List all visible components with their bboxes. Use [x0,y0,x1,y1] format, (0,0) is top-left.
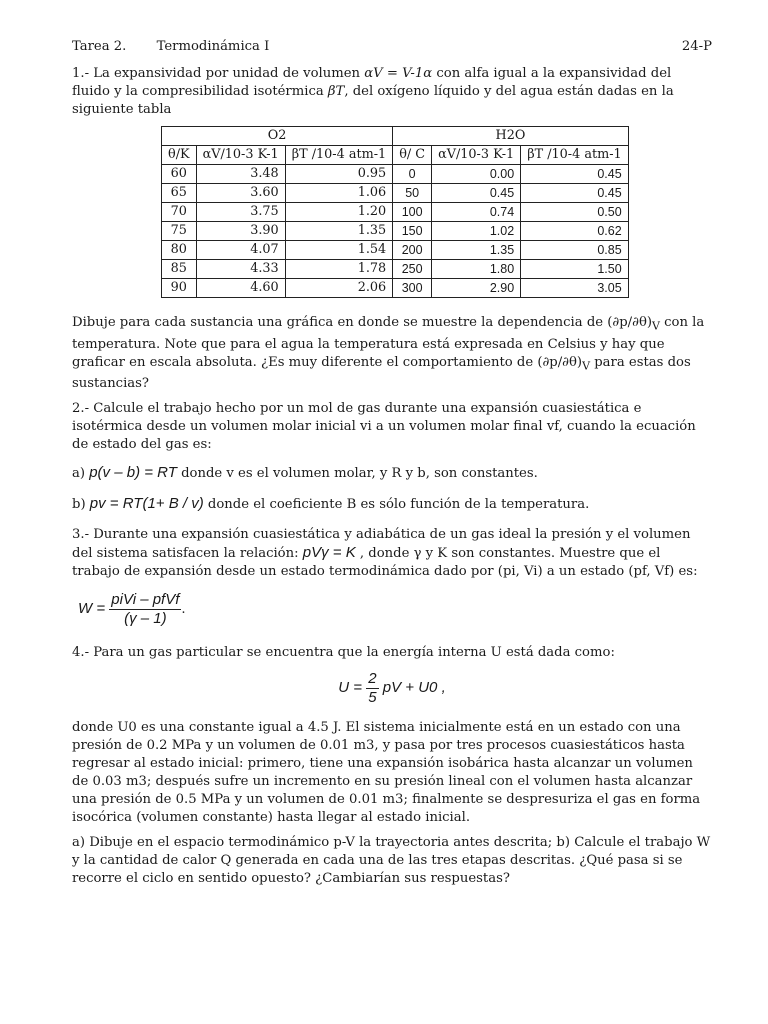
table-cell: 4.60 [196,279,285,298]
table-cell: 3.48 [196,165,285,184]
table-cell: 250 [393,260,432,279]
column-header: αV/10-3 K-1 [196,146,285,165]
table-cell: 3.60 [196,184,285,203]
table-row [162,203,629,222]
equation-a: p(v – b) = RT [89,464,177,482]
column-header: θ/K [162,146,197,165]
table-cell: 90 [162,279,197,298]
table-cell: 0.74 [432,203,521,222]
data-table [161,126,629,298]
column-header: βT /10-4 atm-1 [285,146,393,165]
problem-1-intro: 1.- La expansividad por unidad de volumen αV = V-1α con alfa igual a la expansividad del fluido y la compresibilidad isotérmica βT, del oxígeno líquido y del agua están dadas en la siguiente tabla [72,66,674,117]
problem-4-description: donde U0 es una constante igual a 4.5 J. El sistema inicialmente está en un estado con una presión de 0.2 MPa y un volumen de 0.01 m3, y pasa por tres procesos cuasiestáticos hasta regresar al estado inicial: primero, tiene una expansión isobárica hasta alcanzar un volumen de 0.03 m3; después sufre un incremento en su presión lineal con el volumen hasta alcanzar una presión de 0.5 MPa y un volumen de 0.01 m3; finalmente se despresuriza el gas en forma isocórica (volumen constante) hasta llegar al estado inicial. [72,720,701,826]
table-cell: 100 [393,203,432,222]
table-cell: 0.00 [432,165,521,184]
work-numerator: piVi – pfVf [111,591,180,609]
work-denominator: (γ – 1) [124,610,167,628]
table-cell: 150 [393,222,432,241]
table-cell: 3.90 [196,222,285,241]
table-cell: 3.05 [521,279,629,298]
table-cell: 2.90 [432,279,521,298]
table-row [162,241,629,260]
column-header: αV/10-3 K-1 [432,146,521,165]
table-cell: 85 [162,260,197,279]
column-header: βT /10-4 atm-1 [521,146,629,165]
problem-4-intro: 4.- Para un gas particular se encuentra que la energía interna U está dada como: [72,645,615,661]
table-cell: 80 [162,241,197,260]
table-cell: 1.06 [285,184,393,203]
adiabatic-equation: pVγ = K [302,544,356,562]
table-cell: 1.80 [432,260,521,279]
table-cell: 300 [393,279,432,298]
table-cell: 65 [162,184,197,203]
table-cell: 0.50 [521,203,629,222]
header-course: Termodinámica I [156,39,270,54]
table-cell: 1.50 [521,260,629,279]
table-cell: 1.35 [285,222,393,241]
table-cell: 0 [393,165,432,184]
problem-2-a: a) p(v – b) = RT donde v es el volumen molar, y R y b, son constantes. [72,464,538,482]
table-row [162,279,629,298]
header-assignment: Tarea 2. [72,39,127,54]
h2o-heading: H2O [393,127,629,146]
table-cell: 1.35 [432,241,521,260]
table-cell: 0.95 [285,165,393,184]
table-cell: 1.78 [285,260,393,279]
table-cell: 50 [393,184,432,203]
energy-equation: U = $\frac{2}{5}$ pV + U0 , [338,670,446,707]
equation-b: pv = RT(1+ B / v) [89,495,204,513]
page-header [72,38,712,56]
table-cell: 1.02 [432,222,521,241]
problem-2-b: b) pv = RT(1+ B / v) donde el coeficiente B es sólo función de la temperatura. [72,495,590,513]
table-cell: 3.75 [196,203,285,222]
table-cell: 0.85 [521,241,629,260]
table-cell: 70 [162,203,197,222]
table-cell: 4.33 [196,260,285,279]
table-cell: 1.20 [285,203,393,222]
problem-4-question: a) Dibuje en el espacio termodinámico p-V la trayectoria antes descrita; b) Calcule el trabajo W y la cantidad de calor Q generada en cada una de las tres etapas descritas. ¿Qué pasa si se recorre el ciclo en sentido opuesto? ¿Cambiarían sus respuestas? [72,835,711,887]
o2-heading: O2 [162,127,393,146]
table-cell: 0.62 [521,222,629,241]
problem-3-text: 3.- Durante una expansión cuasiestática y adiabática de un gas ideal la presión y el volumen del sistema satisfacen la relación: pVγ = K , donde γ y K son constantes. Muestre que el trabajo de expansión desde un estado termodinámica dado por (pi, Vi) a un estado (pf, Vf) es: [72,527,698,580]
table-cell: 4.07 [196,241,285,260]
problem-1-question: Dibuje para cada sustancia una gráfica en donde se muestre la dependencia de $(\partial p/\partial\theta)_V$ con la temperatura. Note que para el agua la temperatura está expresada en Celsius y hay que graficar en escala absoluta. ¿Es muy diferente el comportamiento de $(\partial p/\partial\theta)_V$ para estas dos sustancias? [72,315,705,392]
work-equation: W = $\frac{\text{piVi – pfVf}}{(\gamma - 1)}$ . [78,591,186,628]
table-row [162,165,629,184]
table-row [162,222,629,241]
table-cell: 75 [162,222,197,241]
table-cell: 0.45 [432,184,521,203]
table-cell: 1.54 [285,241,393,260]
document-page [72,38,712,895]
table-row [162,184,629,203]
table-cell: 2.06 [285,279,393,298]
header-term: 24-P [681,39,712,54]
table-row [162,260,629,279]
table-cell: 60 [162,165,197,184]
problem-2-text: 2.- Calcule el trabajo hecho por un mol de gas durante una expansión cuasiestática e isotérmica desde un volumen molar inicial vi a un volumen molar final vf, cuando la ecuación de estado del gas es: [72,401,696,453]
table-cell: 0.45 [521,165,629,184]
table-cell: 200 [393,241,432,260]
table-cell: 0.45 [521,184,629,203]
column-header: θ/ C [393,146,432,165]
